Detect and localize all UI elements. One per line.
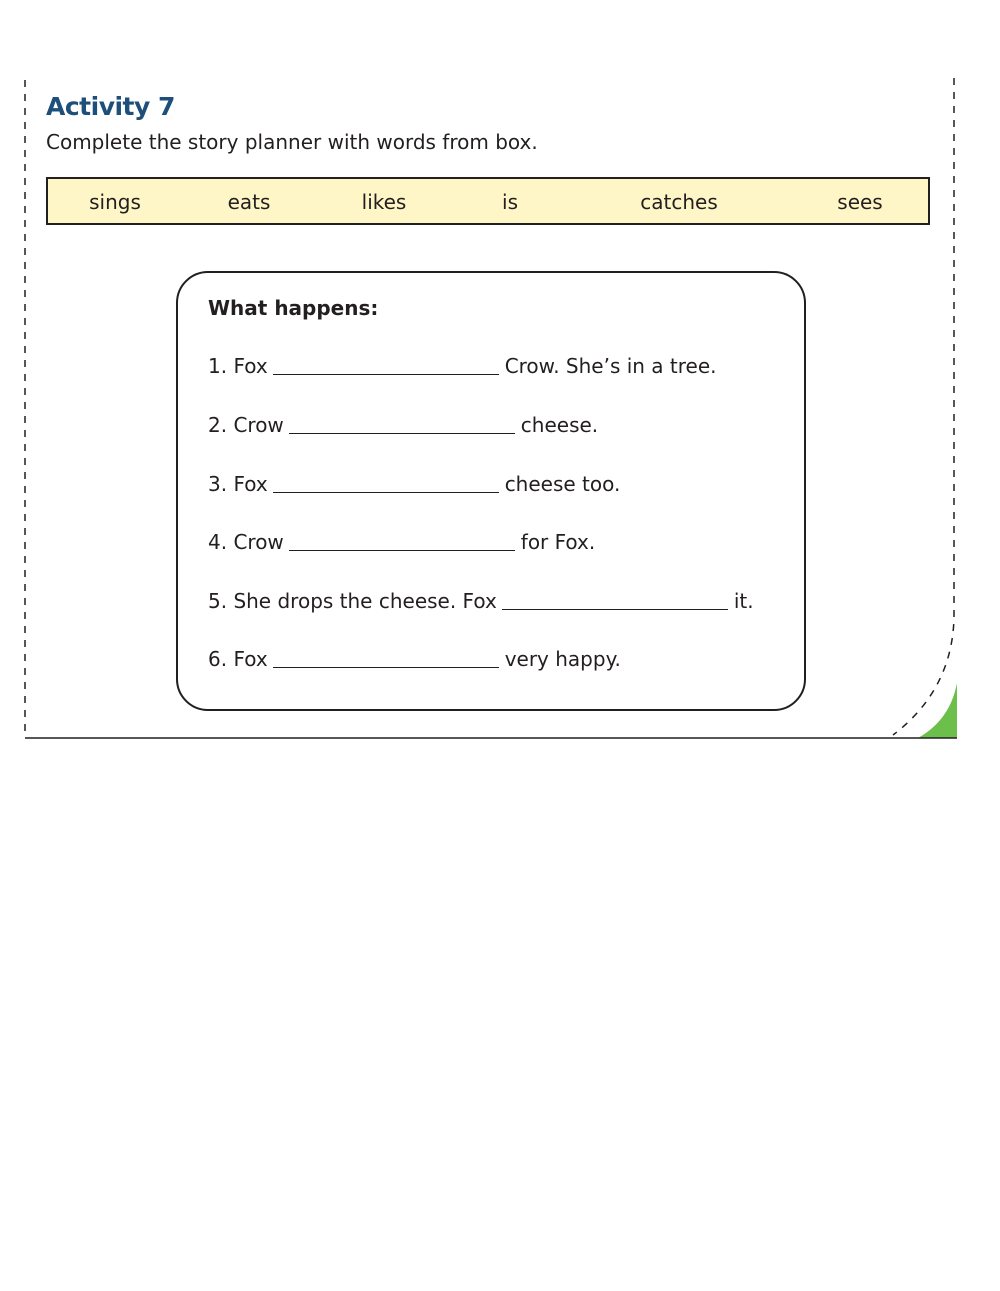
- item-suffix: cheese too.: [504, 472, 621, 496]
- item-prefix: 3. Fox: [208, 472, 268, 496]
- answer-blank[interactable]: [502, 608, 728, 610]
- word-likes: likes: [361, 190, 407, 214]
- item-suffix: very happy.: [504, 647, 621, 671]
- planner-item: [208, 354, 717, 378]
- answer-blank[interactable]: [273, 373, 499, 375]
- item-prefix: 2. Crow: [208, 413, 284, 437]
- answer-blank[interactable]: [273, 491, 499, 493]
- planner-item: [208, 589, 754, 613]
- word-box: [46, 177, 930, 225]
- green-corner-accent: [918, 683, 957, 738]
- item-suffix: for Fox.: [520, 530, 596, 554]
- answer-blank[interactable]: [289, 549, 515, 551]
- item-suffix: Crow. She’s in a tree.: [504, 354, 717, 378]
- activity-title: Activity 7: [46, 92, 175, 121]
- planner-heading: What happens:: [208, 296, 379, 320]
- planner-item: [208, 472, 620, 496]
- answer-blank[interactable]: [289, 432, 515, 434]
- word-sees: sees: [837, 190, 883, 214]
- item-suffix: cheese.: [520, 413, 599, 437]
- item-prefix: 4. Crow: [208, 530, 284, 554]
- answer-blank[interactable]: [273, 666, 499, 668]
- planner-item: [208, 413, 598, 437]
- item-prefix: 5. She drops the cheese. Fox: [208, 589, 497, 613]
- item-prefix: 1. Fox: [208, 354, 268, 378]
- word-eats: eats: [227, 190, 271, 214]
- item-prefix: 6. Fox: [208, 647, 268, 671]
- word-is: is: [502, 190, 518, 214]
- word-sings: sings: [89, 190, 141, 214]
- planner-item: [208, 530, 595, 554]
- word-catches: catches: [640, 190, 718, 214]
- planner-item: [208, 647, 621, 671]
- item-suffix: it.: [733, 589, 754, 613]
- activity-instruction: Complete the story planner with words from box.: [46, 130, 538, 154]
